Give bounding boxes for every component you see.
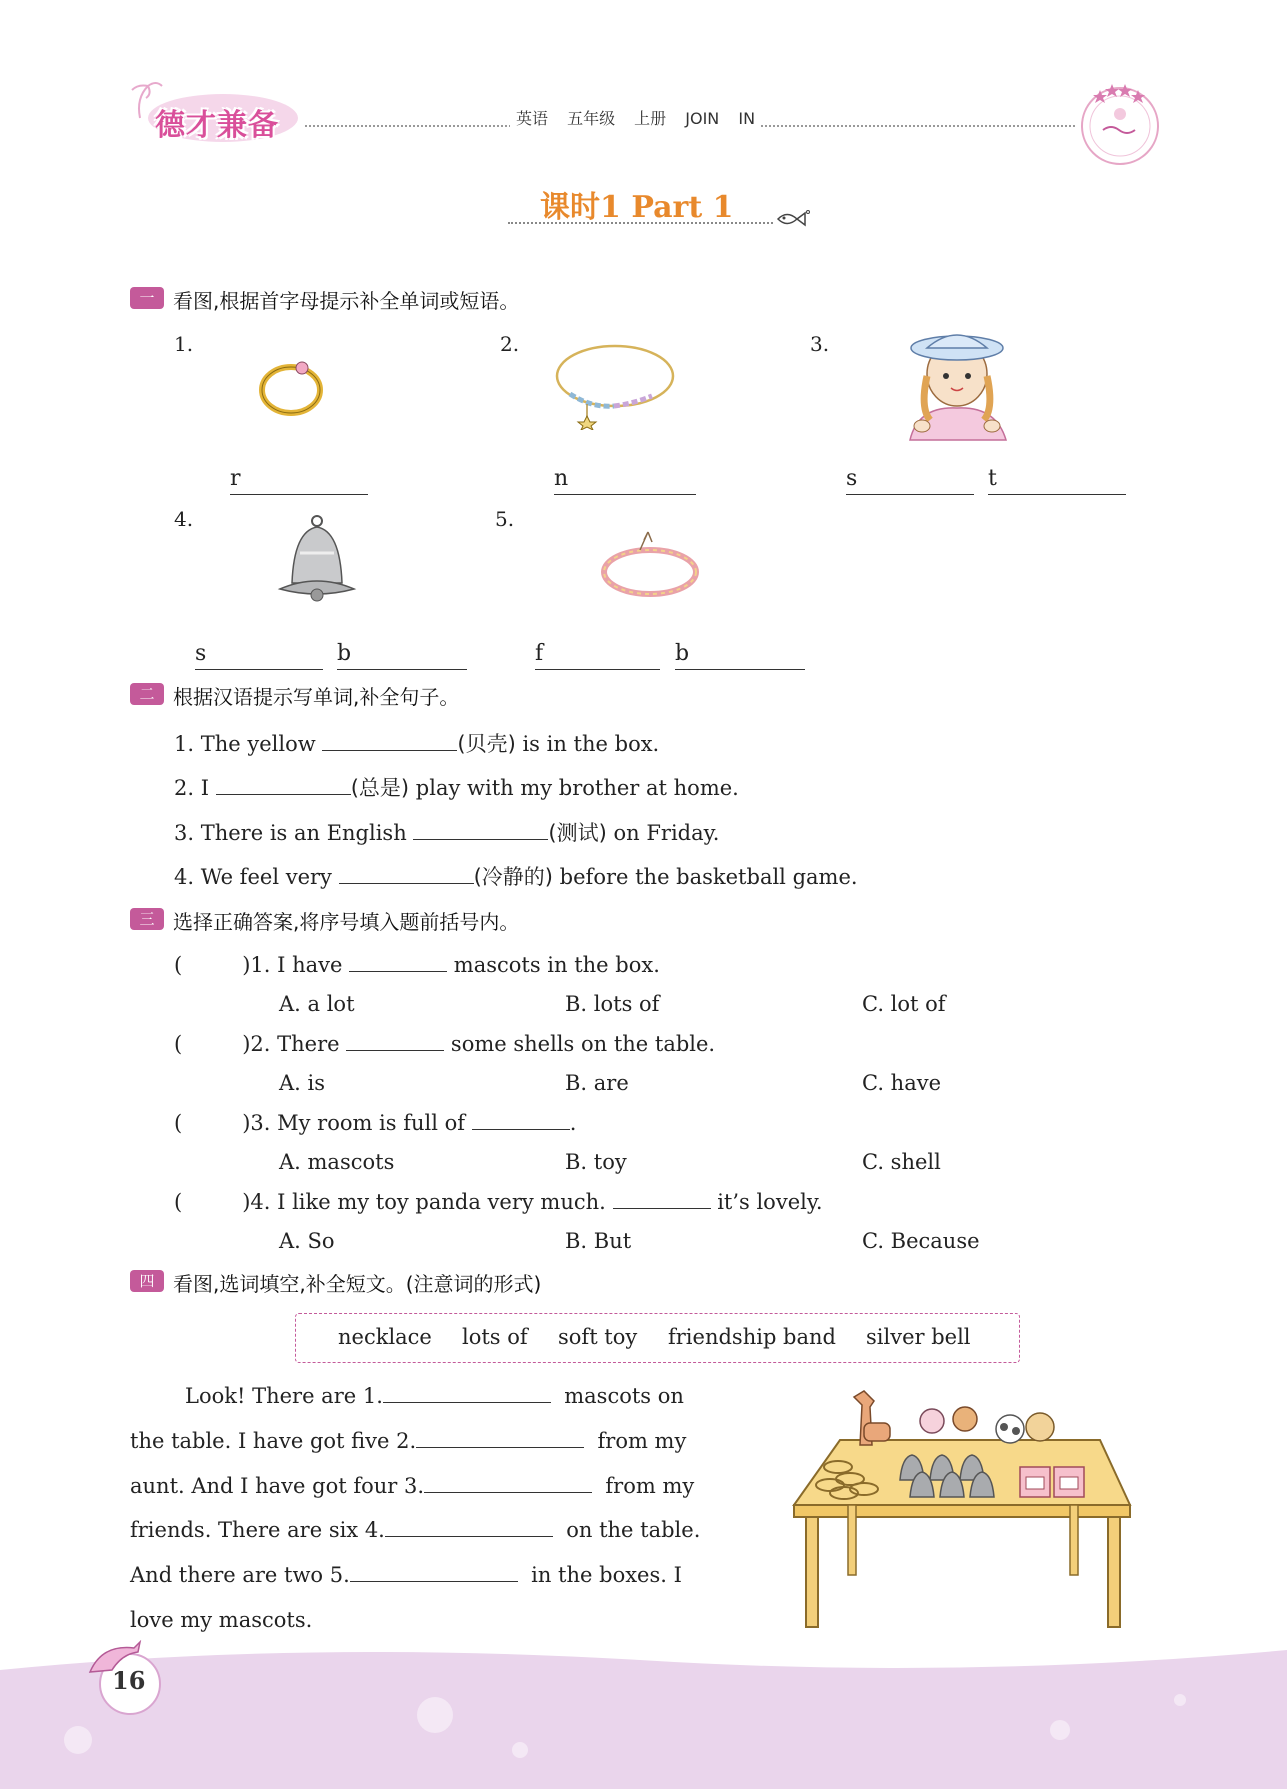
item2-hint: n <box>554 466 569 491</box>
subject-line: 英语 五年级 上册 JOIN IN <box>510 106 761 129</box>
section4-badge: 四 <box>130 1270 164 1292</box>
passage-blank-1[interactable] <box>383 1384 551 1403</box>
s2-q4-after: before the basketball game. <box>559 865 858 889</box>
passage-blank-4[interactable] <box>385 1518 553 1537</box>
s3-q1-paren[interactable]: ( <box>174 953 183 977</box>
word-bank-item-3: soft toy <box>558 1325 638 1349</box>
s2-q1-blank[interactable] <box>322 732 457 751</box>
passage-line-5 <box>130 1563 682 1587</box>
s2-q3-before: 3. There is an English <box>174 821 407 845</box>
s3-q3-option-a[interactable]: A. mascots <box>279 1150 395 1174</box>
s2-sentence-3 <box>174 817 719 847</box>
item4-answer-line-1[interactable] <box>195 645 323 670</box>
s3-q2-option-c[interactable]: C. have <box>862 1071 942 1095</box>
s2-q2-after: play with my brother at home. <box>415 776 739 800</box>
item5-number: 5. <box>495 507 515 531</box>
s3-q1-stem-after: mascots in the box. <box>453 953 660 977</box>
s3-q3-stem-after: . <box>569 1111 577 1135</box>
s3-q4-blank <box>613 1190 711 1209</box>
footer-decoration <box>0 1640 1287 1789</box>
s3-q4-option-c[interactable]: C. Because <box>862 1229 980 1253</box>
s2-q2-blank[interactable] <box>216 776 351 795</box>
item3-answer-line-2[interactable] <box>988 470 1126 495</box>
s3-q4-stem-before: )4. I like my toy panda very much. <box>242 1190 606 1214</box>
s3-q4-stem-after: it’s lovely. <box>717 1190 823 1214</box>
s2-q2-before: 2. I <box>174 776 210 800</box>
passage-1-before: Look! There are 1. <box>185 1384 383 1408</box>
brand-title: 德才兼备 <box>155 108 279 143</box>
item3-hint-1: s <box>846 466 858 491</box>
passage-line-1 <box>185 1384 684 1408</box>
item4-hint-2: b <box>337 641 352 666</box>
word-bank-item-2: lots of <box>462 1325 528 1349</box>
passage-4-before: friends. There are six 4. <box>130 1518 385 1542</box>
passage-line-2 <box>130 1429 686 1453</box>
bell-icon <box>272 513 362 603</box>
s2-q1-hint: (贝壳) <box>457 732 516 756</box>
passage-4-after: on the table. <box>566 1518 701 1542</box>
s3-q2-paren[interactable]: ( <box>174 1032 183 1056</box>
passage-line-4 <box>130 1518 700 1542</box>
item4-hint-1: s <box>195 641 207 666</box>
mascot-table-illustration <box>790 1385 1135 1630</box>
s3-q3-stem-before: )3. My room is full of <box>242 1111 466 1135</box>
item5-answer-line-1[interactable] <box>535 645 660 670</box>
s3-question-4 <box>174 1190 823 1214</box>
s2-q3-blank[interactable] <box>413 821 548 840</box>
s3-q3-option-c[interactable]: C. shell <box>862 1150 941 1174</box>
s2-q3-after: on Friday. <box>613 821 720 845</box>
necklace-icon <box>552 338 678 430</box>
item1-hint: r <box>230 466 241 491</box>
item3-answer-line-1[interactable] <box>846 470 974 495</box>
item5-answer-line-2[interactable] <box>675 645 805 670</box>
s3-q1-blank <box>349 953 447 972</box>
item5-hint-1: f <box>535 641 544 666</box>
s3-q4-option-a[interactable]: A. So <box>279 1229 335 1253</box>
s2-q1-before: 1. The yellow <box>174 732 316 756</box>
s3-q1-option-a[interactable]: A. a lot <box>279 992 355 1016</box>
s3-question-2 <box>174 1032 715 1056</box>
s2-sentence-4 <box>174 861 858 891</box>
item2-answer-line[interactable] <box>554 470 696 495</box>
item2-number: 2. <box>500 332 520 356</box>
s3-q2-option-a[interactable]: A. is <box>279 1071 326 1095</box>
lesson-title: 课时1 Part 1 <box>540 190 734 225</box>
passage-blank-5[interactable] <box>350 1563 518 1582</box>
section2-title: 根据汉语提示写单词,补全句子。 <box>173 685 460 709</box>
page-number: 16 <box>112 1666 146 1695</box>
s3-question-3 <box>174 1111 576 1135</box>
s3-question-1 <box>174 953 660 977</box>
title-underline <box>508 222 773 224</box>
s2-q4-hint: (冷静的) <box>473 865 553 889</box>
s3-q1-option-c[interactable]: C. lot of <box>862 992 946 1016</box>
item3-hint-2: t <box>988 466 997 491</box>
item4-answer-line-2[interactable] <box>337 645 467 670</box>
item3-number: 3. <box>810 332 830 356</box>
word-bank-item-4: friendship band <box>668 1325 836 1349</box>
item1-answer-line[interactable] <box>230 470 368 495</box>
section1-title: 看图,根据首字母提示补全单词或短语。 <box>173 289 520 313</box>
s3-q2-option-b[interactable]: B. are <box>565 1071 629 1095</box>
passage-5-before: And there are two 5. <box>130 1563 350 1587</box>
ring-icon <box>255 355 330 417</box>
passage-blank-2[interactable] <box>416 1429 584 1448</box>
s2-sentence-1 <box>174 728 659 758</box>
s3-q2-blank <box>346 1032 444 1051</box>
s3-q3-paren[interactable]: ( <box>174 1111 183 1135</box>
bracelet-icon <box>600 528 702 600</box>
passage-3-before: aunt. And I have got four 3. <box>130 1474 425 1498</box>
passage-line-6: love my mascots. <box>130 1608 313 1632</box>
word-bank-item-1: necklace <box>338 1325 432 1349</box>
passage-1-after: mascots on <box>564 1384 684 1408</box>
publisher-seal-icon <box>1075 78 1165 168</box>
passage-3-after: from my <box>605 1474 695 1498</box>
word-bank-item-5: silver bell <box>866 1325 971 1349</box>
s2-q4-blank[interactable] <box>339 865 474 884</box>
item5-hint-2: b <box>675 641 690 666</box>
s2-q1-after: is in the box. <box>522 732 660 756</box>
s3-q1-option-b[interactable]: B. lots of <box>565 992 660 1016</box>
passage-blank-3[interactable] <box>424 1474 592 1493</box>
passage-5-after: in the boxes. I <box>531 1563 682 1587</box>
s2-q4-before: 4. We feel very <box>174 865 332 889</box>
item1-number: 1. <box>174 332 194 356</box>
s3-q4-option-b[interactable]: B. But <box>565 1229 632 1253</box>
s3-q3-blank <box>472 1111 570 1130</box>
s3-q1-stem-before: )1. I have <box>242 953 343 977</box>
s3-q2-stem-before: )2. There <box>242 1032 340 1056</box>
passage-line-3 <box>130 1474 694 1498</box>
section3-title: 选择正确答案,将序号填入题前括号内。 <box>173 910 520 934</box>
section4-title: 看图,选词填空,补全短文。(注意词的形式) <box>173 1272 542 1296</box>
fish-icon <box>775 208 810 230</box>
s2-sentence-2 <box>174 772 739 802</box>
section2-badge: 二 <box>130 683 164 705</box>
item4-number: 4. <box>174 507 194 531</box>
section1-badge: 一 <box>130 287 164 309</box>
s2-q2-hint: (总是) <box>350 776 410 800</box>
s3-q3-option-b[interactable]: B. toy <box>565 1150 627 1174</box>
passage-2-before: the table. I have got five 2. <box>130 1429 417 1453</box>
s2-q3-hint: (测试) <box>548 821 607 845</box>
doll-icon <box>900 328 1015 448</box>
section3-badge: 三 <box>130 908 164 930</box>
s3-q4-paren[interactable]: ( <box>174 1190 183 1214</box>
passage-2-after: from my <box>597 1429 687 1453</box>
s3-q2-stem-after: some shells on the table. <box>450 1032 716 1056</box>
